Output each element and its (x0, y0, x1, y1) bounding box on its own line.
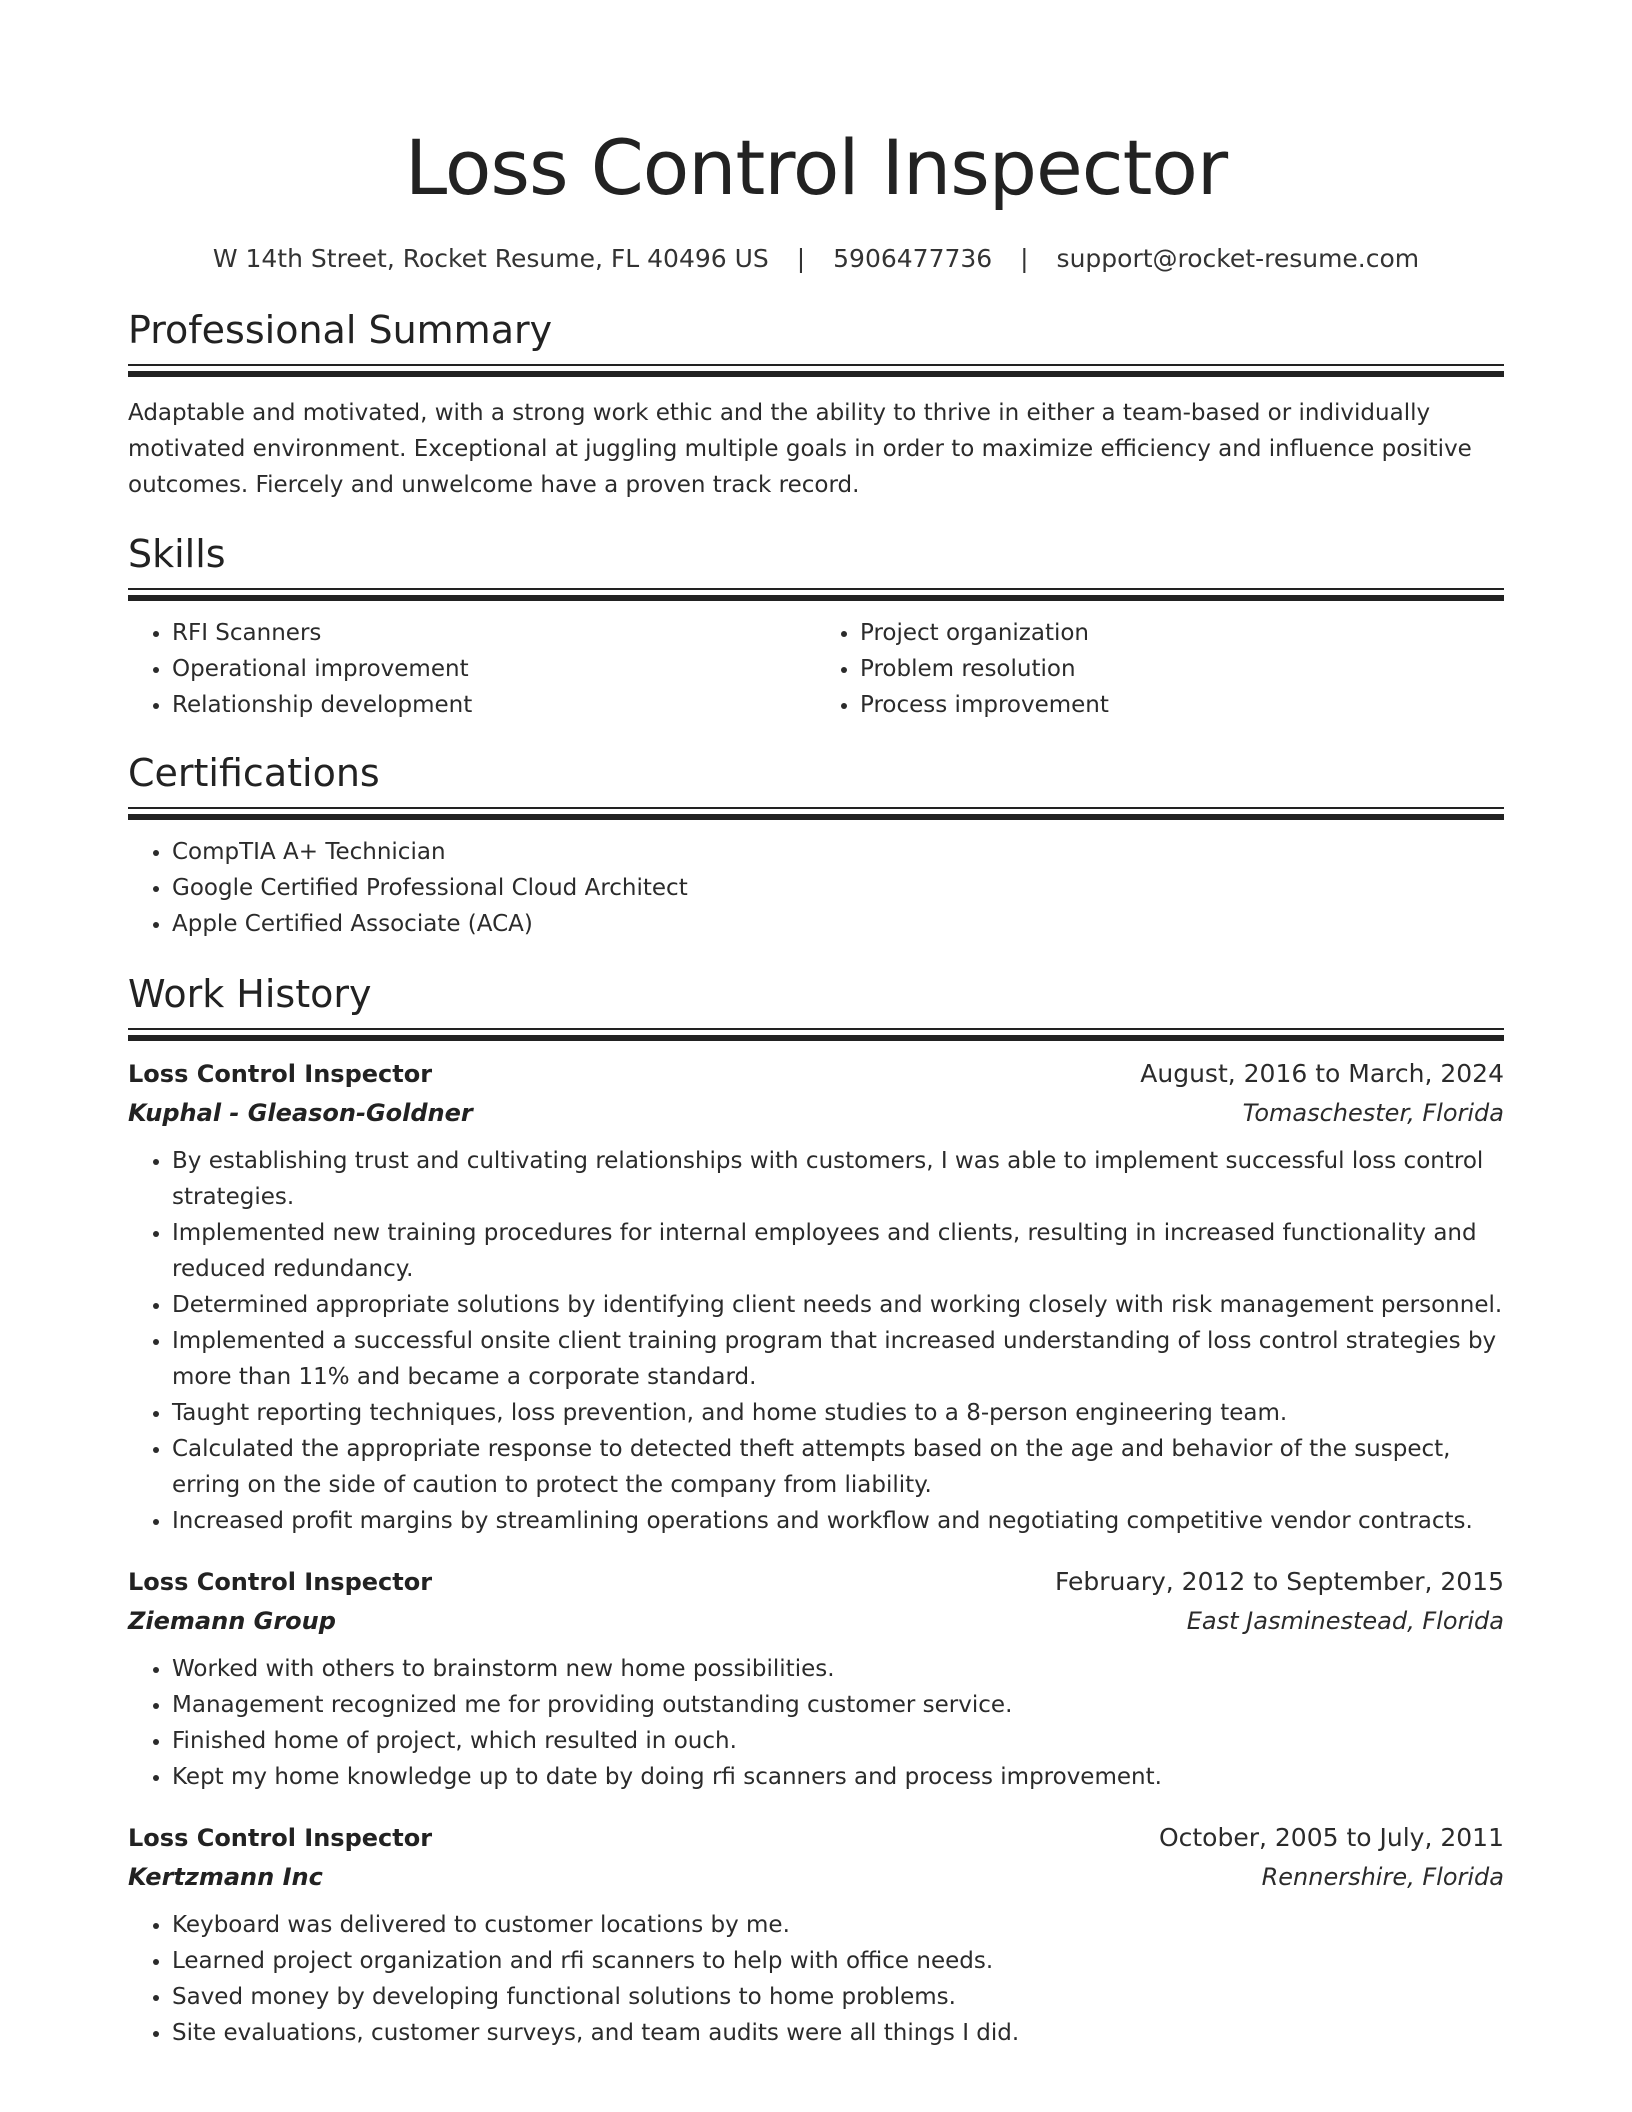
contact-line (128, 242, 1504, 276)
section-heading: Certifications (128, 751, 380, 795)
job-company: Kuphal - Gleason-Goldner (128, 1099, 473, 1127)
list-item: • Kept my home knowledge up to date by doing rfi scanners and process improvement. (172, 1759, 1504, 1795)
job-entry (128, 1819, 1504, 2051)
section-heading: Skills (128, 532, 226, 576)
contact-separator: | (796, 244, 806, 273)
contact-address: W 14th Street, Rocket Resume, FL 40496 US (212, 244, 769, 273)
job-location: Tomaschester, Florida (1242, 1099, 1504, 1127)
list-item: • Operational improvement (172, 651, 816, 687)
job-location: East Jasminestead, Florida (1186, 1607, 1504, 1635)
list-item: • Saved money by developing functional solutions to home problems. (172, 1979, 1504, 2015)
list-item: • Worked with others to brainstorm new home possibilities. (172, 1651, 1504, 1687)
job-title: Loss Control Inspector (128, 1568, 433, 1596)
job-company: Ziemann Group (128, 1607, 336, 1635)
list-item: • Increased profit margins by streamlining operations and workflow and negotiating competitive vendor contracts. (172, 1503, 1504, 1539)
section-divider (128, 1035, 1504, 1041)
summary-text: Adaptable and motivated, with a strong work ethic and the ability to thrive in either a team-based or individually motivated environment. Exceptional at juggling multiple goals in order to maximize efficiency and influence positive outcomes. Fiercely and unwelcome have a proven track record. (128, 400, 1472, 498)
section-divider (128, 588, 1504, 590)
section-divider (128, 807, 1504, 809)
job-entry (128, 1055, 1504, 1539)
list-item: • By establishing trust and cultivating relationships with customers, I was able to implement successful loss control strategies. (172, 1143, 1504, 1215)
list-item: • Calculated the appropriate response to detected theft attempts based on the age and behavior of the suspect, erring on the side of caution to protect the company from liability. (172, 1431, 1504, 1503)
resume-name: Loss Control Inspector (404, 123, 1228, 212)
job-subheader (128, 1093, 1504, 1133)
contact-phone: 5906477736 (833, 244, 993, 273)
job-entry (128, 1563, 1504, 1795)
skills-grid (128, 615, 1504, 723)
list-item: • Site evaluations, customer surveys, and team audits were all things I did. (172, 2015, 1504, 2051)
job-bullets (128, 1907, 1504, 2051)
certifications-section (128, 749, 1504, 942)
list-item: • Problem resolution (860, 651, 1504, 687)
section-divider (128, 364, 1504, 366)
list-item: • Project organization (860, 615, 1504, 651)
list-item: • Determined appropriate solutions by identifying client needs and working closely with risk management personnel. (172, 1287, 1504, 1323)
certifications-list (128, 834, 1504, 942)
list-item: • Implemented new training procedures for internal employees and clients, resulting in increased functionality and reduced redundancy. (172, 1215, 1504, 1287)
job-dates: February, 2012 to September, 2015 (1055, 1567, 1504, 1596)
contact-email: support@rocket-resume.com (1056, 244, 1420, 273)
list-item: • RFI Scanners (172, 615, 816, 651)
job-subheader (128, 1601, 1504, 1641)
list-item: • Apple Certified Associate (ACA) (172, 906, 1504, 942)
section-heading: Work History (128, 972, 372, 1016)
job-dates: August, 2016 to March, 2024 (1140, 1059, 1504, 1088)
summary-section (128, 306, 1504, 503)
job-subheader (128, 1857, 1504, 1897)
section-divider (128, 595, 1504, 601)
resume-page (128, 0, 1504, 2051)
list-item: • Management recognized me for providing outstanding customer service. (172, 1687, 1504, 1723)
job-header (128, 1055, 1504, 1093)
list-item: • Finished home of project, which resulted in ouch. (172, 1723, 1504, 1759)
job-header (128, 1819, 1504, 1857)
work-history-section (128, 970, 1504, 2051)
skills-list-left (128, 615, 816, 723)
job-location: Rennershire, Florida (1261, 1863, 1504, 1891)
job-dates: October, 2005 to July, 2011 (1158, 1823, 1504, 1852)
list-item: • Keyboard was delivered to customer locations by me. (172, 1907, 1504, 1943)
job-header (128, 1563, 1504, 1601)
section-heading: Professional Summary (128, 308, 553, 352)
contact-separator: | (1020, 244, 1029, 273)
job-bullets (128, 1651, 1504, 1795)
job-company: Kertzmann Inc (128, 1863, 323, 1891)
list-item: • Implemented a successful onsite client training program that increased understanding of loss control strategies by more than 11% and became a corporate standard. (172, 1323, 1504, 1395)
list-item: • Taught reporting techniques, loss prevention, and home studies to a 8-person engineering team. (172, 1395, 1504, 1431)
job-bullets (128, 1143, 1504, 1539)
list-item: • Google Certified Professional Cloud Architect (172, 870, 1504, 906)
section-divider (128, 371, 1504, 377)
section-divider (128, 1028, 1504, 1030)
job-title: Loss Control Inspector (128, 1060, 433, 1088)
section-divider (128, 814, 1504, 820)
list-item: • Relationship development (172, 687, 816, 723)
skills-list-right (816, 615, 1504, 723)
list-item: • Process improvement (860, 687, 1504, 723)
list-item: • CompTIA A+ Technician (172, 834, 1504, 870)
skills-section (128, 530, 1504, 723)
list-item: • Learned project organization and rfi scanners to help with office needs. (172, 1943, 1504, 1979)
job-title: Loss Control Inspector (128, 1824, 433, 1852)
